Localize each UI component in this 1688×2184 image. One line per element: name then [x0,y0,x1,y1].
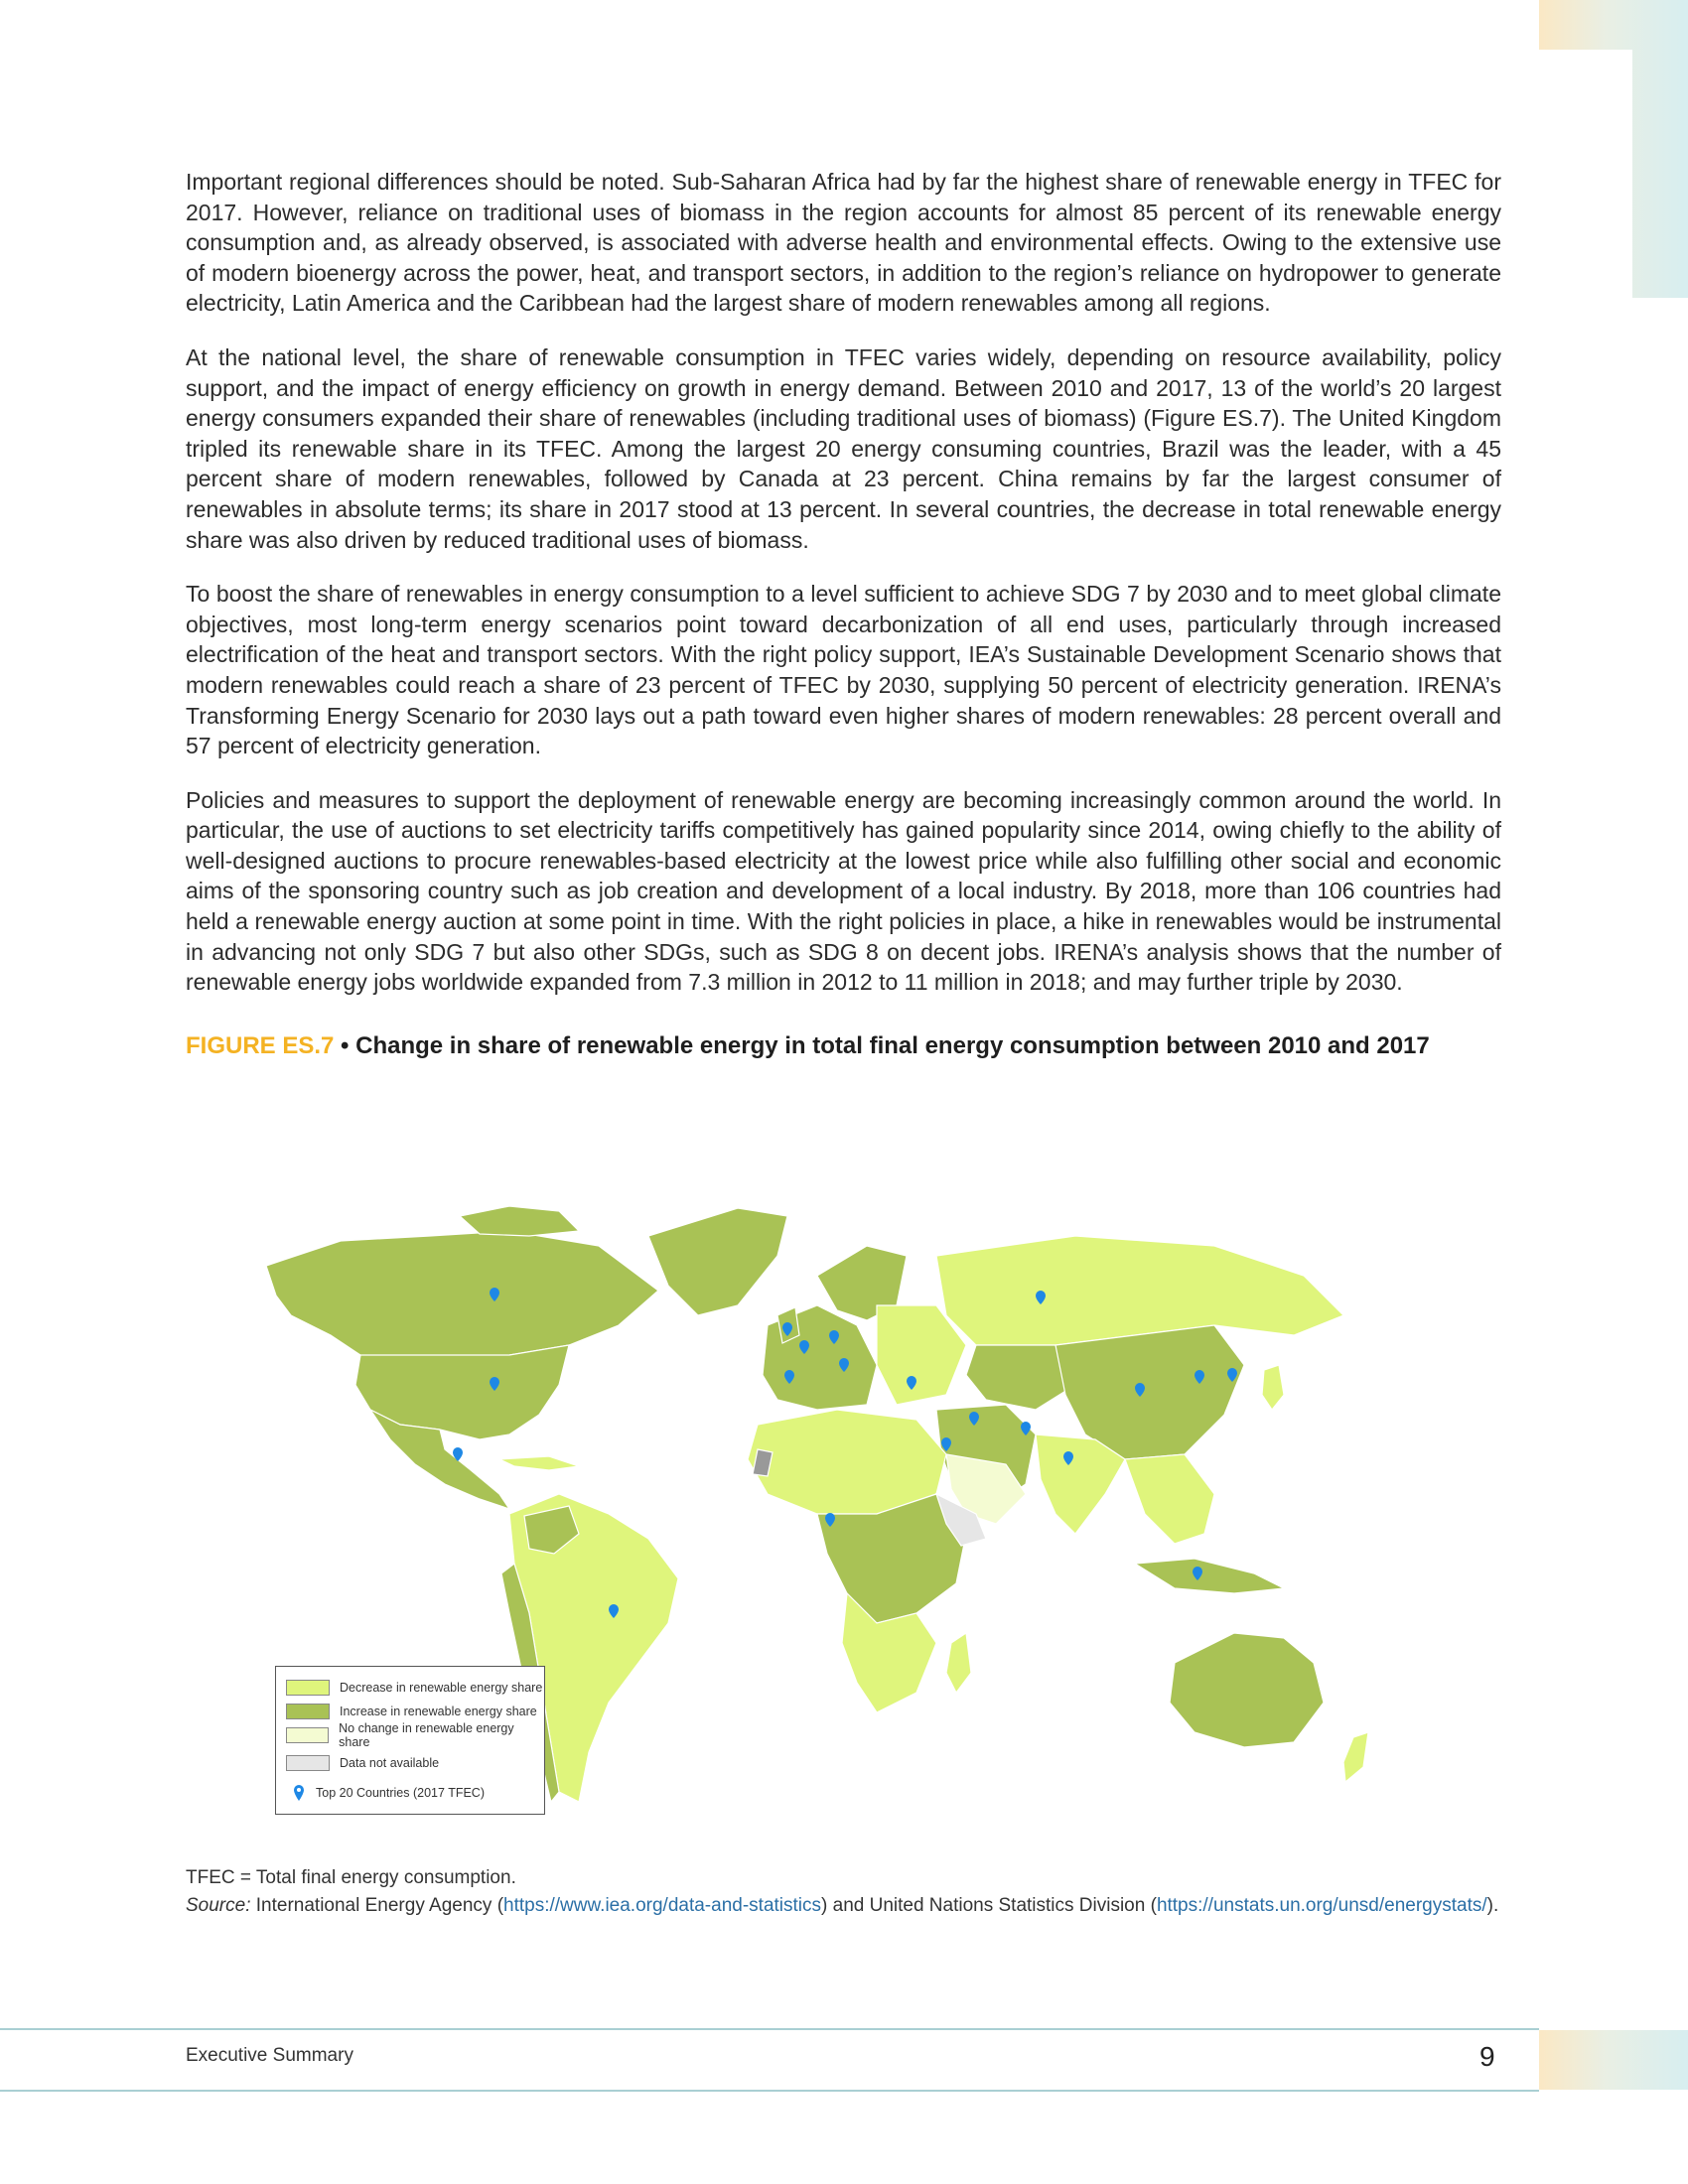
source-text-3: ). [1486,1895,1499,1916]
figure-caption: Change in share of renewable energy in total final energy consumption between 2010 and 2017 [355,1031,1430,1059]
map-region-madagascar [946,1633,971,1693]
legend-label-top20: Top 20 Countries (2017 TFEC) [316,1786,485,1800]
footer-rule-bottom [0,2090,1539,2092]
footnote-abbreviation: TFEC = Total final energy consumption. [186,1867,516,1888]
legend-item-no-change [286,1721,544,1749]
legend-item-top20 [276,1784,485,1802]
map-region-greenland [648,1208,787,1315]
unstats-link[interactable]: https://unstats.un.org/unsd/energystats/ [1156,1895,1487,1916]
main-content [186,167,1501,1061]
source-text-2: ) and United Nations Statistics Division ( [821,1895,1157,1916]
figure-footnote [186,1866,1506,1922]
iea-link[interactable]: https://www.iea.org/data-and-statistics [503,1895,822,1916]
map-region-australia [1170,1633,1324,1747]
map-region-japan [1262,1365,1284,1410]
legend-label-no-change: No change in renewable energy share [339,1721,514,1749]
map-region-north-africa [748,1410,946,1514]
legend-label-increase: Increase in renewable energy share [340,1705,537,1718]
map-region-russia [936,1236,1343,1345]
footer-section-label: Executive Summary [186,2045,353,2066]
map-region-indonesia [1135,1559,1284,1593]
paragraph-4: Policies and measures to support the deployment of renewable energy are becoming increasingly common around the world. In particular, the use of auctions to set electricity tariffs competitively has gained popularity since 2014, owing chiefly to the ability of well-designed auctions to procure renewables-based electricity at the lowest price while also fulfilling other social and economic aims of the sponsoring country such as job creation and development of a local industry. By 2018, more than 106 countries had held a renewable energy auction at some point in time. With the right policies in place, a hike in renewables would be instrumental in advancing not only SDG 7 but also other SDGs, such as SDG 8 on decent jobs. IRENA’s analysis shows that the number of renewable energy jobs worldwide expanded from 7.3 million in 2012 to 11 million in 2018; and may further triple by 2030. [186,786,1501,996]
map-legend [275,1666,545,1815]
map-region-arctic-islands [460,1206,579,1236]
figure-label: FIGURE ES.7 [186,1031,335,1059]
map-pin-icon [292,1784,306,1802]
footer-rule-top [0,2028,1539,2030]
paragraph-2: At the national level, the share of renewable consumption in TFEC varies widely, depending on resource availability, policy support, and the impact of energy efficiency on growth in energy demand. Between 2010 and 2017, 13 of the world’s 20 largest energy consumers expanded their share of renewables (including traditional uses of biomass) (Figure ES.7). The United Kingdom tripled its renewable share in its TFEC. Among the largest 20 energy consuming countries, Brazil was the leader, with a 45 percent share of modern renewables, followed by Canada at 23 percent. China remains by far the largest consumer of renewables in absolute terms; its share in 2017 stood at 13 percent. In several countries, the decrease in total renewable energy share was also driven by reduced traditional uses of biomass. [186,343,1501,553]
corner-decoration-cut [1539,50,1632,298]
page-number: 9 [1479,2041,1495,2072]
map-region-canada [266,1231,658,1360]
source-text-1: International Energy Agency ( [250,1895,504,1916]
legend-label-decrease: Decrease in renewable energy share [340,1681,543,1695]
legend-label-not-available: Data not available [340,1756,440,1770]
legend-swatch-decrease [286,1680,330,1696]
legend-item-increase [286,1703,537,1720]
figure-separator: • [334,1031,356,1059]
paragraph-3: To boost the share of renewables in energy consumption to a level sufficient to achieve SDG 7 by 2030 and to meet global climate objectives, most long-term energy scenarios point toward decarbonization of all end uses, particularly through increased electrification of the heat and transport sectors. With the right policy support, IEA’s Sustainable Development Scenario shows that modern renewables could reach a share of 23 percent of TFEC by 2030, supplying 50 percent of electricity generation. IRENA’s Transforming Energy Scenario for 2030 lays out a path toward even higher shares of modern renewables: 28 percent overall and 57 percent of electricity generation. [186,581,1501,759]
map-region-new-zealand [1343,1732,1368,1782]
legend-item-not-available [286,1754,439,1772]
map-region-caribbean [499,1456,579,1470]
map-region-southeast-asia [1125,1454,1214,1544]
legend-swatch-not-available [286,1755,330,1771]
footnote-source [186,1894,1506,1918]
corner-decoration-bottom [1539,2030,1688,2090]
legend-swatch-increase [286,1704,330,1719]
paragraph-1: Important regional differences should be noted. Sub-Saharan Africa had by far the highest share of renewable energy in TFEC for 2017. However, reliance on traditional uses of biomass in the region accounts for almost 85 percent of its renewable energy consumption and, as already observed, is associated with adverse health and environmental effects. Owing to the extensive use of modern bioenergy across the power, heat, and transport sectors, in addition to the region’s reliance on hydropower to generate electricity, Latin America and the Caribbean had the largest share of modern renewables among all regions. [186,169,1501,317]
legend-swatch-no-change [286,1727,329,1743]
legend-item-decrease [286,1679,542,1697]
figure-title [186,1031,1437,1061]
source-label: Source: [186,1895,251,1916]
